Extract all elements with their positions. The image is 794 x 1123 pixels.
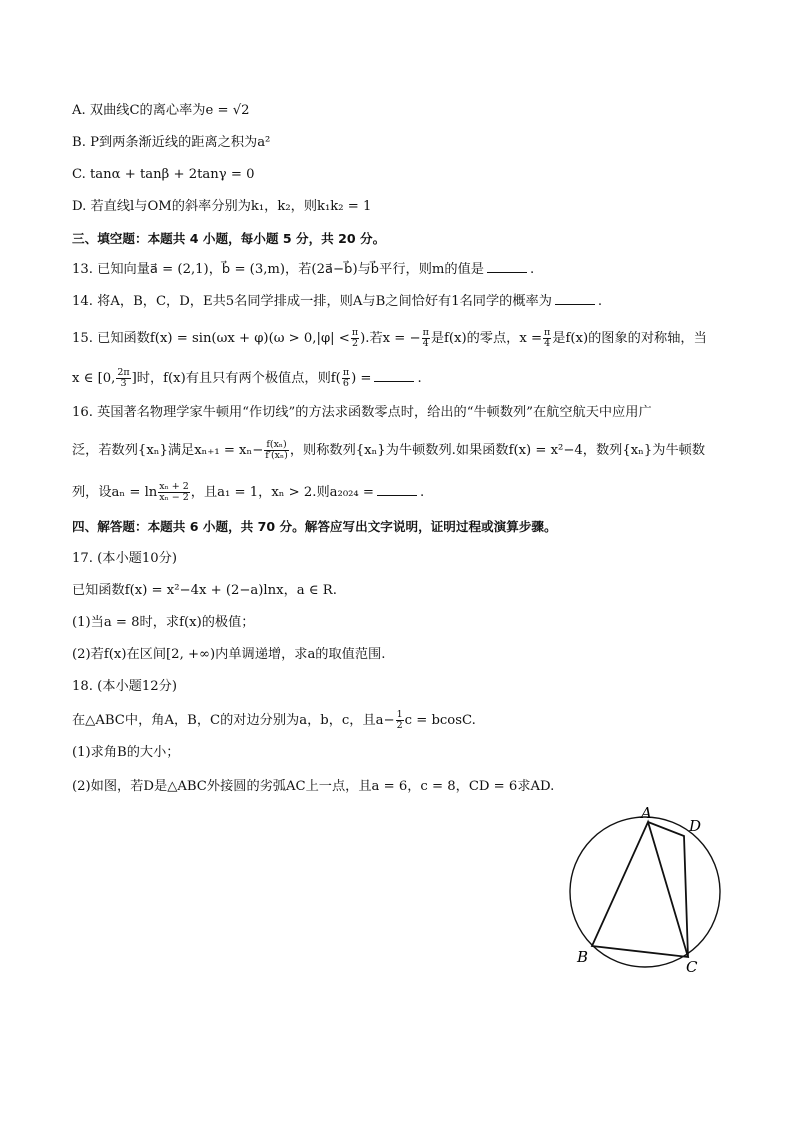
label-c: C	[686, 958, 698, 976]
question-17-stem: 已知函数f(x) = x²−4x + (2−a)lnx，a ∈ R.	[72, 583, 337, 598]
answer-blank	[374, 369, 414, 382]
answer-blank	[555, 292, 595, 305]
question-18-part-1: (1)求角B的大小；	[72, 745, 180, 760]
question-16-line-1: 16. 英国著名物理学家牛顿用“作切线”的方法求函数零点时，给出的“牛顿数列”在航空航天中应用广	[72, 405, 652, 420]
question-18-stem: 在△ABC中，角A，B，C的对边分别为a，b，c，且a− $\frac{1}{2}$ c = bcosC.	[72, 709, 476, 731]
option-d: D. 若直线l与OM的斜率分别为k₁，k₂，则k₁k₂ = 1	[72, 199, 372, 214]
question-13: 13. 已知向量a⃗ = (2,1)，b⃗ = (3,m)，若(2a⃗−b⃗)与b⃗平行，则m的值是 .	[72, 262, 535, 277]
section-title-solutions: 四、解答题：本题共 6 小题，共 70 分。解答应写出文字说明，证明过程或演算步骤。	[72, 519, 557, 534]
section-title-fill-blank: 三、填空题：本题共 4 小题，每小题 5 分，共 20 分。	[72, 231, 386, 246]
triangle-abc	[592, 822, 688, 957]
circle-figure	[560, 800, 730, 980]
label-b: B	[577, 948, 589, 966]
question-17-header: 17. (本小题10分)	[72, 551, 177, 566]
label-d: D	[689, 817, 702, 835]
question-18-part-2: (2)如图，若D是△ABC外接圆的劣弧AC上一点，且a = 6，c = 8，CD = 6求AD.	[72, 779, 555, 794]
question-18-header: 18. (本小题12分)	[72, 679, 177, 694]
option-b: B. P到两条渐近线的距离之积为a²	[72, 135, 271, 150]
question-17-part-1: (1)当a = 8时，求f(x)的极值；	[72, 615, 255, 630]
option-c: C. tanα + tanβ + 2tanγ = 0	[72, 167, 255, 182]
question-15-line-2: x ∈ [0, $\frac{2\pi}{3}$ ]时，f(x)有且只有两个极值点，则f( $\frac{\pi}{6}$ ) = .	[72, 367, 422, 389]
option-a: A. 双曲线C的离心率为e = √2	[72, 103, 250, 118]
question-15-line-1: 15. 已知函数f(x) = sin(ωx + φ)(ω > 0,|φ| < $\frac{\pi}{2}$ ).若x = − $\frac{\pi}{4}$ 是f(x)的零点，x = $\frac{\pi}{4}$ 是f(x)的图象的对称轴，当	[72, 327, 707, 349]
question-16-line-2: 泛，若数列{xₙ}满足xₙ₊₁ = xₙ− $\frac{\text{f(xₙ)}}{\text{f′(xₙ)}}$ ，则称数列{xₙ}为牛顿数列.如果函数f(x) = x²−4，数列{xₙ}为牛顿数	[72, 439, 706, 461]
label-a: A	[641, 804, 652, 822]
question-17-part-2: (2)若f(x)在区间[2, +∞)内单调递增，求a的取值范围.	[72, 647, 386, 662]
question-14: 14. 将A，B，C，D，E共5名同学排成一排，则A与B之间恰好有1名同学的概率为 .	[72, 294, 603, 309]
answer-blank	[377, 483, 417, 496]
question-16-line-3: 列，设aₙ = ln $\frac{\text{xₙ + 2}}{\text{xₙ − 2}}$ ，且a₁ = 1，xₙ > 2.则a₂₀₂₄ = .	[72, 481, 425, 503]
answer-blank	[487, 260, 527, 273]
